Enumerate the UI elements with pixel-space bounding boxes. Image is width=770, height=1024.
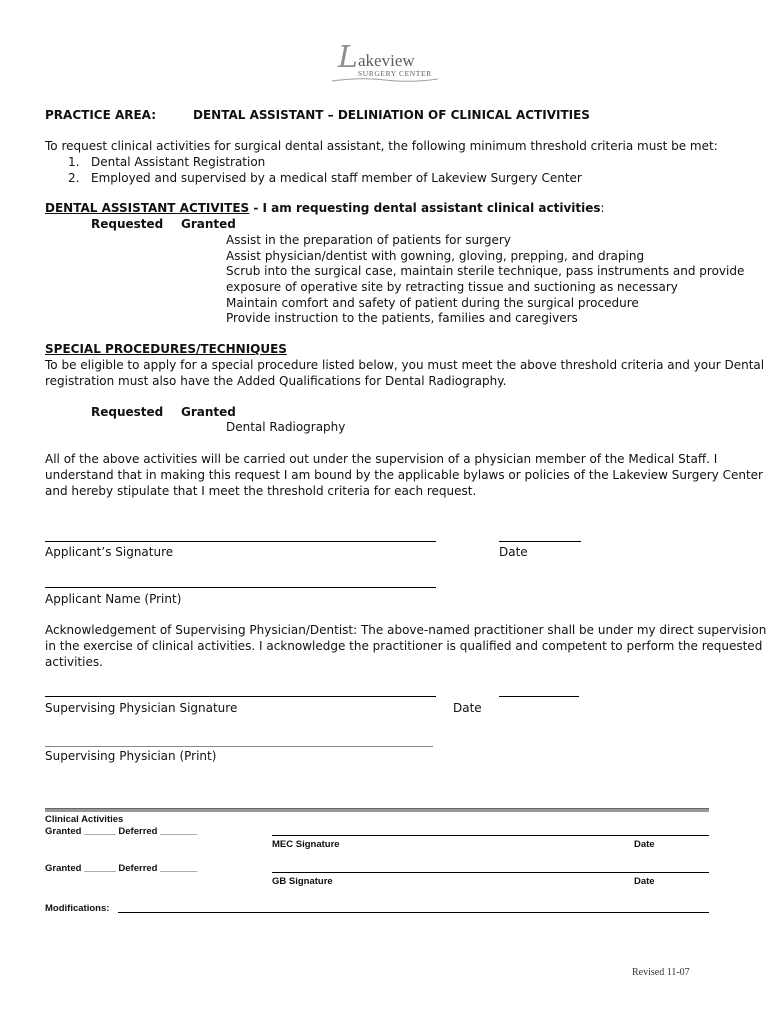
activities-heading-rest: - I am requesting dental assistant clinical activities (249, 201, 601, 215)
supervising-date-line[interactable] (499, 696, 579, 697)
special-item: Dental Radiography (226, 420, 346, 434)
supervising-print-line[interactable] (45, 746, 433, 747)
ack-line-2: in the exercise of clinical activities. I acknowledge the practitioner is qualified and competent to perform the requested (45, 639, 763, 653)
special-requested-label: Requested (91, 405, 164, 419)
activities-heading (45, 201, 605, 216)
mec-date-label: Date (634, 839, 655, 850)
applicant-signature-line[interactable] (45, 541, 436, 542)
modifications-label: Modifications: (45, 903, 110, 914)
modifications-line[interactable] (118, 912, 709, 913)
granted-deferred-mec[interactable]: Granted ______ Deferred _______ (45, 826, 198, 837)
gb-signature-line[interactable] (272, 872, 709, 873)
mec-signature-line[interactable] (272, 835, 709, 836)
logo-swoosh-icon (330, 76, 440, 84)
logo-initial: L (338, 40, 358, 75)
ack-line-3: activities. (45, 655, 103, 669)
activities-heading-colon: : (600, 201, 605, 215)
criteria-item-1: Dental Assistant Registration (91, 155, 266, 169)
activity-item-1: Assist in the preparation of patients for surgery (226, 233, 511, 247)
gb-date-label: Date (634, 876, 655, 887)
special-granted-label: Granted (181, 405, 236, 419)
practice-area-label: PRACTICE AREA: (45, 108, 156, 122)
logo-name: akeview (358, 51, 415, 70)
granted-label: Granted (181, 217, 236, 231)
granted-deferred-gb[interactable]: Granted ______ Deferred _______ (45, 863, 198, 874)
special-line-2: registration must also have the Added Qualifications for Dental Radiography. (45, 374, 507, 388)
supervising-date-label: Date (453, 701, 482, 715)
supervising-print-label: Supervising Physician (Print) (45, 749, 217, 763)
clinical-activities-label: Clinical Activities (45, 814, 124, 825)
activities-heading-underlined: DENTAL ASSISTANT ACTIVITES (45, 201, 250, 215)
ack-line-1: Acknowledgement of Supervising Physician/Dentist: The above-named practitioner shall be under my direct supervision (45, 623, 767, 637)
requested-label: Requested (91, 217, 164, 231)
activity-item-5: Maintain comfort and safety of patient during the surgical procedure (226, 296, 639, 310)
supervising-signature-label: Supervising Physician Signature (45, 701, 238, 715)
revised-date: Revised 11-07 (632, 967, 690, 978)
attestation-line-2: understand that in making this request I am bound by the applicable bylaws or policies of the Lakeview Surgery Center (45, 468, 763, 482)
page-title: DENTAL ASSISTANT – DELINIATION OF CLINICAL ACTIVITIES (193, 108, 590, 122)
special-line-1: To be eligible to apply for a special procedure listed below, you must meet the above threshold criteria and your Dental (45, 358, 765, 372)
activity-item-2: Assist physician/dentist with gowning, gloving, prepping, and draping (226, 249, 645, 263)
activity-item-4: exposure of operative site by retracting tissue and suctioning as necessary (226, 280, 678, 294)
gb-signature-label: GB Signature (272, 876, 333, 887)
office-divider (45, 808, 709, 812)
special-heading: SPECIAL PROCEDURES/TECHNIQUES (45, 342, 287, 356)
mec-signature-label: MEC Signature (272, 839, 340, 850)
logo-subtitle: SURGERY CENTER (358, 69, 432, 78)
attestation-line-1: All of the above activities will be carried out under the supervision of a physician member of the Medical Staff. I (45, 452, 718, 466)
supervising-signature-line[interactable] (45, 696, 436, 697)
attestation-line-3: and hereby stipulate that I meet the threshold criteria for each request. (45, 484, 477, 498)
intro-text: To request clinical activities for surgical dental assistant, the following minimum threshold criteria must be met: (45, 139, 718, 153)
applicant-signature-label: Applicant’s Signature (45, 545, 174, 559)
applicant-name-label: Applicant Name (Print) (45, 592, 182, 606)
criteria-num-2: 2. (68, 171, 80, 185)
activity-item-6: Provide instruction to the patients, families and caregivers (226, 311, 578, 325)
applicant-name-line[interactable] (45, 587, 436, 588)
applicant-date-label: Date (499, 545, 528, 559)
criteria-num-1: 1. (68, 155, 80, 169)
applicant-date-line[interactable] (499, 541, 581, 542)
criteria-item-2: Employed and supervised by a medical staff member of Lakeview Surgery Center (91, 171, 582, 185)
activity-item-3: Scrub into the surgical case, maintain sterile technique, pass instruments and provide (226, 264, 745, 278)
lakeview-logo (330, 40, 442, 84)
